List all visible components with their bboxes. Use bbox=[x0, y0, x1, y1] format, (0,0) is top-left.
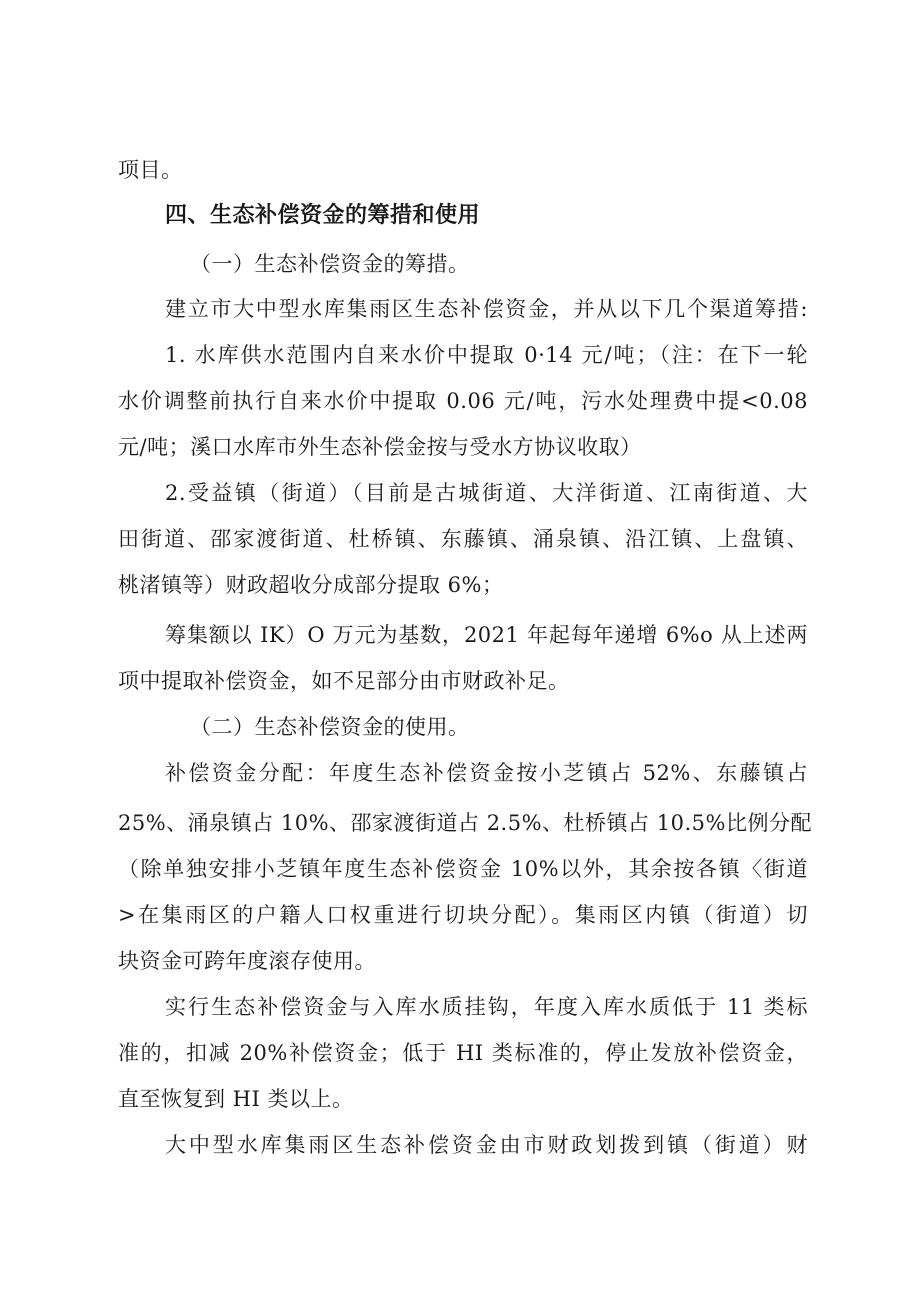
text-line-21: 直至恢复到 HI 类以上。 bbox=[118, 1087, 354, 1111]
text-line-15: 25%、涌泉镇占 10%、邵家渡街道占 2.5%、杜桥镇占 10.5%比例分配 bbox=[118, 811, 812, 835]
text-line-18: 块资金可跨年度滚存使用。 bbox=[118, 949, 376, 973]
text-line-22: 大中型水库集雨区生态补偿资金由市财政划拨到镇（街道）财 bbox=[165, 1133, 808, 1157]
subsection-heading-1: （一）生态补偿资金的筹措。 bbox=[190, 252, 470, 276]
text-line-5: 1. 水库供水范围内自来水价中提取 0·14 元/吨；（注：在下一轮 bbox=[165, 343, 808, 367]
text-line-19: 实行生态补偿资金与入库水质挂钩，年度入库水质低于 11 类标 bbox=[165, 995, 808, 1019]
text-line-11: 筹集额以 IK）O 万元为基数，2021 年起每年递增 6%o 从上述两 bbox=[165, 623, 808, 647]
text-line-9: 田街道、邵家渡街道、杜桥镇、东藤镇、涌泉镇、沿江镇、上盘镇、 bbox=[118, 527, 808, 551]
text-line-6: 水价调整前执行自来水价中提取 0.06 元/吨，污水处理费中提<0.08 bbox=[118, 389, 808, 413]
text-line-10: 桃渚镇等）财政超收分成部分提取 6%； bbox=[118, 573, 504, 597]
text-line-7: 元/吨；溪口水库市外生态补偿金按与受水方协议收取） bbox=[118, 435, 642, 459]
text-line-20: 准的，扣减 20%补偿资金；低于 HI 类标准的，停止发放补偿资金， bbox=[118, 1041, 808, 1065]
subsection-heading-2: （二）生态补偿资金的使用。 bbox=[190, 715, 470, 739]
text-line-12: 项中提取补偿资金，如不足部分由市财政补足。 bbox=[118, 669, 570, 693]
text-line-17: >在集雨区的户籍人口权重进行切块分配）。集雨区内镇（街道）切 bbox=[118, 903, 808, 927]
text-line-8: 2.受益镇（街道）（目前是古城街道、大洋街道、江南街道、大 bbox=[165, 481, 808, 505]
text-line-1: 项目。 bbox=[118, 158, 183, 182]
text-line-14: 补偿资金分配：年度生态补偿资金按小芝镇占 52%、东藤镇占 bbox=[165, 761, 808, 785]
text-line-16: （除单独安排小芝镇年度生态补偿资金 10%以外，其余按各镇〈街道 bbox=[118, 857, 808, 881]
text-line-4: 建立市大中型水库集雨区生态补偿资金，并从以下几个渠道筹措: bbox=[165, 297, 808, 321]
section-heading: 四、生态补偿资金的筹措和使用 bbox=[165, 203, 481, 228]
